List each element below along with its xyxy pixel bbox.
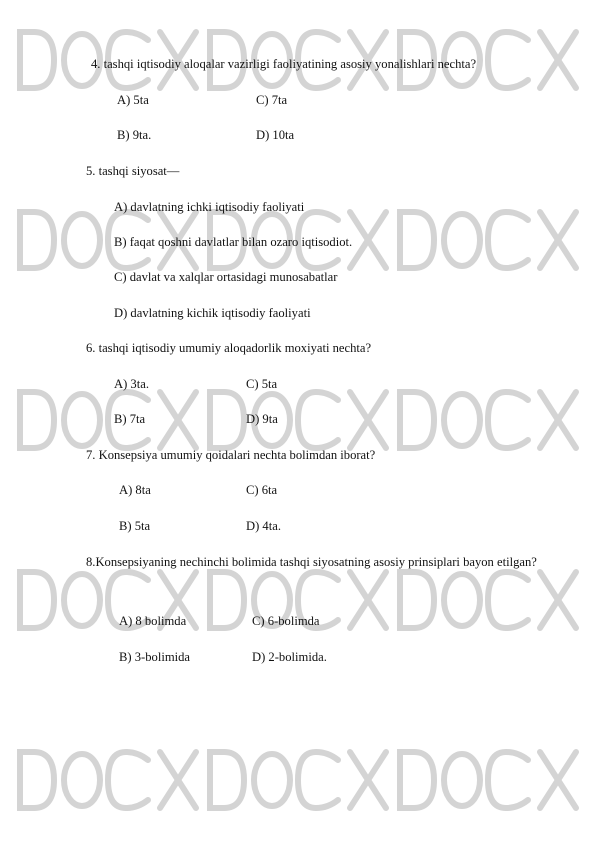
question-6-stem: 6. tashqi iqtisodiy umumiy aloqadorlik moxiyati nechta? <box>86 341 372 355</box>
question-8-option-c: C) 6-bolimda <box>252 614 320 628</box>
question-6-option-a: A) 3ta. <box>114 377 149 391</box>
question-5-option-a: A) davlatning ichki iqtisodiy faoliyati <box>114 200 305 214</box>
watermark-mark <box>400 212 576 268</box>
question-8-option-a: A) 8 bolimda <box>119 614 187 628</box>
question-6-option-c: C) 5ta <box>246 377 278 391</box>
question-6-option-b: B) 7ta <box>114 412 146 426</box>
question-7-stem: 7. Konsepsiya umumiy qoidalari nechta bolimdan iborat? <box>86 448 376 462</box>
question-8-stem: 8.Konsepsiyaning nechinchi bolimida tashqi siyosatning asosiy prinsiplari bayon etilgan? <box>86 555 537 569</box>
question-5-option-b: B) faqat qoshni davlatlar bilan ozaro iqtisodiot. <box>114 235 353 249</box>
watermark-mark <box>210 752 386 808</box>
question-4-option-d: D) 10ta <box>256 128 295 142</box>
question-4-stem: 4. tashqi iqtisodiy aloqalar vazirligi faoliyatining asosiy yonalishlari nechta? <box>91 57 477 71</box>
question-6-option-d: D) 9ta <box>246 412 278 426</box>
watermark-mark <box>20 752 196 808</box>
question-7-option-c: C) 6ta <box>246 483 278 497</box>
question-7-option-a: A) 8ta <box>119 483 151 497</box>
watermark-mark <box>400 752 576 808</box>
question-4-option-a: A) 5ta <box>117 93 149 107</box>
question-7-option-b: B) 5ta <box>119 519 151 533</box>
question-5-option-d: D) davlatning kichik iqtisodiy faoliyati <box>114 306 311 320</box>
question-8-option-d: D) 2-bolimida. <box>252 650 327 664</box>
watermark-mark <box>400 392 576 448</box>
question-5-stem: 5. tashqi siyosat— <box>86 164 180 178</box>
question-7-option-d: D) 4ta. <box>246 519 281 533</box>
watermark-mark <box>20 392 196 448</box>
watermark-mark <box>210 392 386 448</box>
watermark-mark <box>400 572 576 628</box>
question-4-option-c: C) 7ta <box>256 93 288 107</box>
question-8-option-b: B) 3-bolimida <box>119 650 191 664</box>
question-5-option-c: C) davlat va xalqlar ortasidagi munosabatlar <box>114 270 338 284</box>
question-4-option-b: B) 9ta. <box>117 128 152 142</box>
